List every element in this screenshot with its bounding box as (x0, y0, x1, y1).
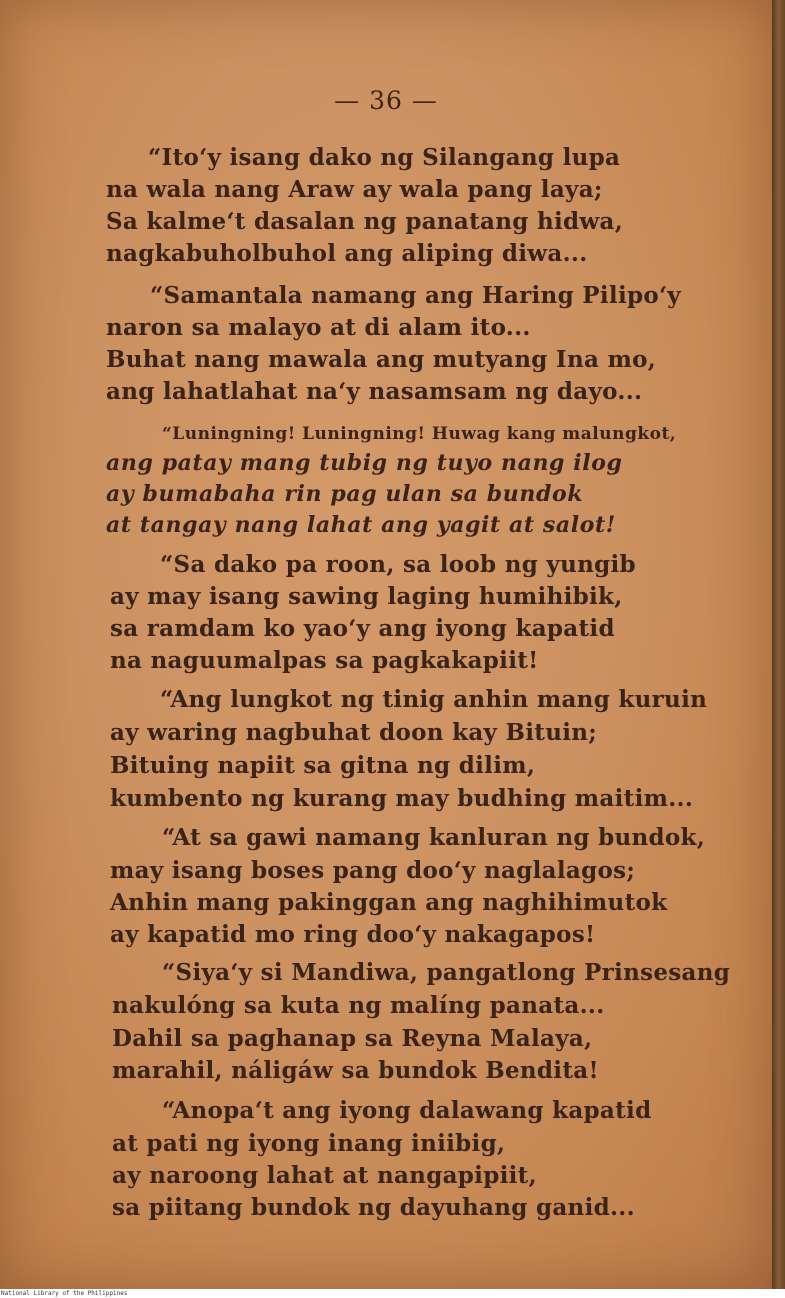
verse-line: “Ito‘y isang dako ng Silangang lupa (148, 144, 621, 171)
verse-line: ang patay mang tubig ng tuyo nang ilog (106, 450, 623, 476)
verse-line: “Luningning! Luningning! Huwag kang malungkot, (162, 424, 677, 444)
page-number: — 36 — (334, 86, 438, 115)
verse-line: “Sa dako pa roon, sa loob ng yungib (160, 551, 636, 578)
verse-line: ay waring nagbuhat doon kay Bituin; (110, 719, 598, 746)
verse-line: at tangay nang lahat ang yagit at salot! (106, 512, 616, 538)
verse-line: may isang boses pang doo‘y naglalagos; (110, 857, 636, 884)
verse-line: ay naroong lahat at nangapipiit, (112, 1162, 537, 1189)
verse-line: Anhin mang pakinggan ang naghihimutok (110, 889, 668, 916)
verse-line: sa piitang bundok ng dayuhang ganid... (112, 1194, 635, 1221)
verse-line: “Siya‘y si Mandiwa, pangatlong Prinsesang (162, 959, 731, 986)
verse-line: ay kapatid mo ring doo‘y nakagapos! (110, 921, 596, 948)
verse-line: “Samantala namang ang Haring Pilipo‘y (150, 282, 681, 309)
verse-line: Bituing napiit sa gitna ng dilim, (110, 752, 536, 779)
verse-line: Buhat nang mawala ang mutyang Ina mo, (106, 346, 657, 373)
verse-line: ay may isang sawing laging humihibik, (110, 583, 623, 610)
verse-line: ay bumabaha rin pag ulan sa bundok (106, 481, 584, 507)
footer-credit: National Library of the Philippines (1, 1290, 128, 1297)
verse-line: kumbento ng kurang may budhing maitim... (110, 785, 694, 812)
verse-line: “Ang lungkot ng tinig anhin mang kuruin (160, 686, 708, 713)
verse-line: nakulóng sa kuta ng malíng panata... (112, 992, 605, 1019)
verse-line: marahil, náligáw sa bundok Bendita! (112, 1057, 599, 1084)
verse-line: “At sa gawi namang kanluran ng bundok, (162, 824, 706, 851)
verse-line: naron sa malayo at di alam ito... (106, 314, 531, 341)
verse-line: at pati ng iyong inang iniibig, (112, 1130, 506, 1157)
verse-line: sa ramdam ko yao‘y ang iyong kapatid (110, 615, 615, 642)
verse-line: nagkabuholbuhol ang aliping diwa... (106, 240, 588, 267)
page-edge (772, 0, 785, 1289)
verse-line: Sa kalme‘t dasalan ng panatang hidwa, (106, 208, 624, 235)
verse-line: “Anopa‘t ang iyong dalawang kapatid (162, 1097, 652, 1124)
verse-line: na wala nang Araw ay wala pang laya; (106, 176, 603, 203)
verse-line: ang lahatlahat na‘y nasamsam ng dayo... (106, 378, 643, 405)
verse-line: na naguumalpas sa pagkakapiit! (110, 647, 539, 674)
verse-line: Dahil sa paghanap sa Reyna Malaya, (112, 1025, 593, 1052)
